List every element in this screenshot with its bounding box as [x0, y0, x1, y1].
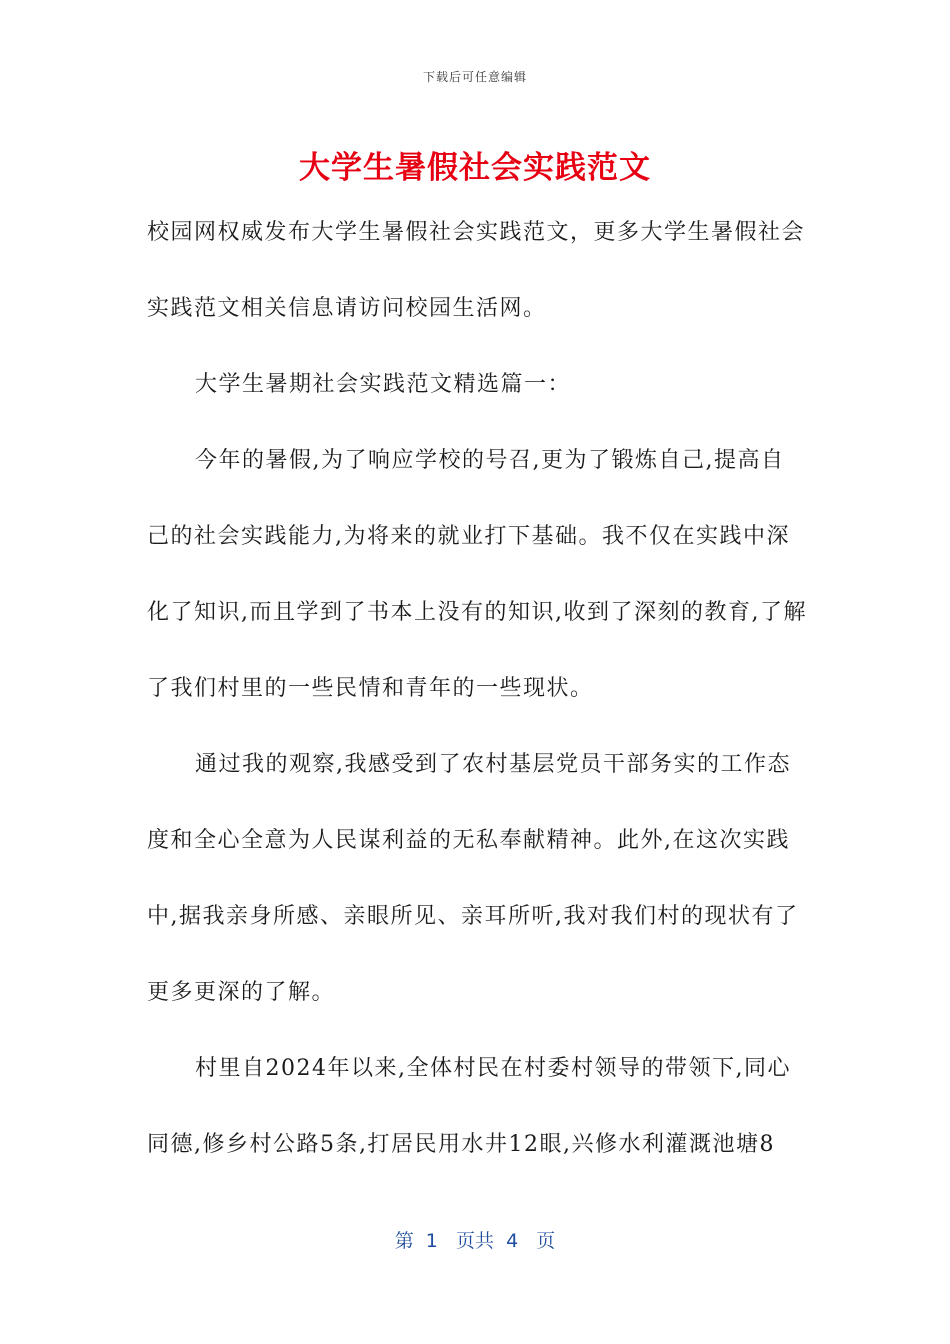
- document-body: [147, 195, 807, 1183]
- header-note: 下载后可任意编辑: [422, 70, 527, 84]
- intro-paragraph: 校园网权威发布大学生暑假社会实践范文，更多大学生暑假社会实践范文相关信息请访问校园生活网。: [147, 220, 806, 321]
- body-paragraph-1: 今年的暑假,为了响应学校的号召,更为了锻炼自己,提高自己的社会实践能力,为将来的就业打下基础。我不仅在实践中深化了知识,而且学到了书本上没有的知识,收到了深刻的教育,了解了我们村里的一些民情和青年的一些现状。: [147, 448, 807, 701]
- body-paragraph-2: 通过我的观察,我感受到了农村基层党员干部务实的工作态度和全心全意为人民谋利益的无私奉献精神。此外,在这次实践中,据我亲身所感、亲眼所见、亲耳所听,我对我们村的现状有了更多更深的了解。: [147, 752, 799, 1005]
- document-title: 大学生暑假社会实践范文: [299, 150, 651, 186]
- page-number-footer: 第 1 页共 4 页: [394, 1230, 556, 1252]
- body-paragraph-3: 村里自2024年以来,全体村民在村委村领导的带领下,同心同德,修乡村公路5条,打居民用水井12眼,兴修水利灌溉池塘8: [147, 1056, 791, 1157]
- section-heading: 大学生暑期社会实践范文精选篇一：: [195, 372, 572, 397]
